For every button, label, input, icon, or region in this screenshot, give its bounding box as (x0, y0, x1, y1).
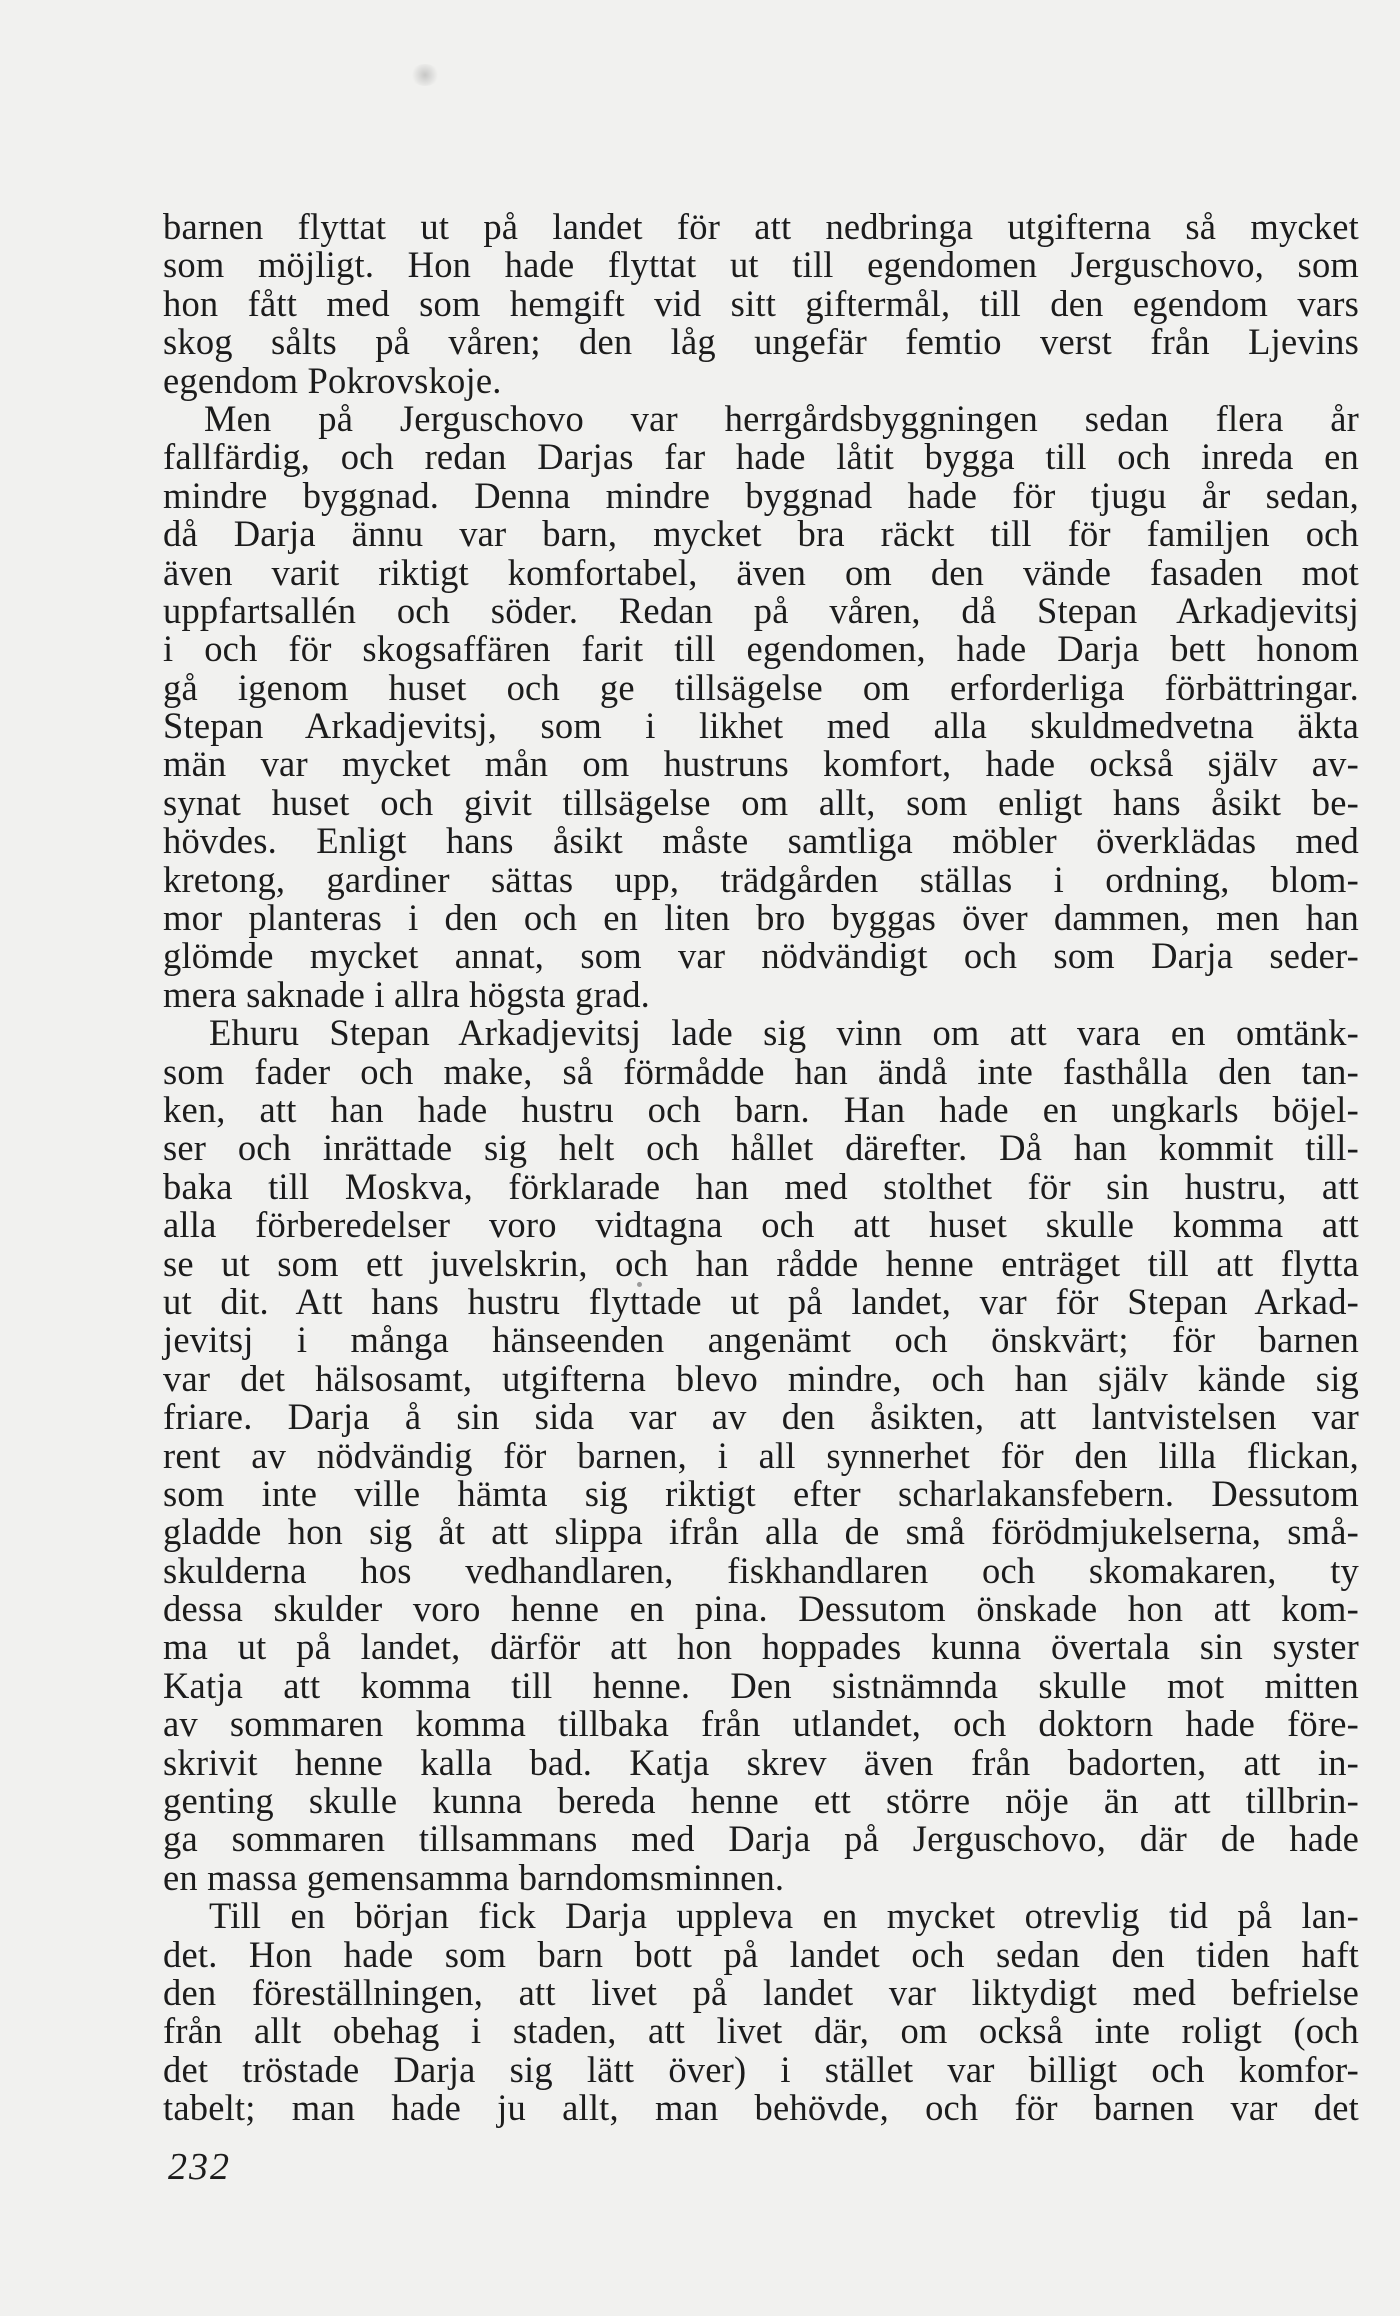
text-line: det tröstade Darja sig lätt över) i stället var billigt och komfor- (163, 2048, 1359, 2090)
text-line: tabelt; man hade ju allt, man behövde, och för barnen var det (163, 2087, 1359, 2129)
text-line: den föreställningen, att livet på landet var liktydigt med befrielse (163, 1971, 1359, 2013)
text-line: som inte ville hämta sig riktigt efter scharlakansfebern. Dessutom (163, 1472, 1359, 1514)
text-line: även varit riktigt komfortabel, även om den vände fasaden mot (163, 551, 1359, 593)
text-line: som möjligt. Hon hade flyttat ut till egendomen Jerguschovo, som (163, 244, 1359, 286)
text-line: en massa gemensamma barndomsminnen. (163, 1856, 785, 1898)
text-line: då Darja ännu var barn, mycket bra räckt till för familjen och (163, 513, 1359, 555)
text-line: Men på Jerguschovo var herrgårdsbyggningen sedan flera år (204, 397, 1359, 439)
text-line: barnen flyttat ut på landet för att nedbringa utgifterna så mycket (163, 206, 1359, 247)
text-line: skulderna hos vedhandlaren, fiskhandlaren och skomakaren, ty (163, 1549, 1359, 1591)
text-line: män var mycket mån om hustruns komfort, hade också själv av- (163, 743, 1359, 785)
text-line: uppfartsallén och söder. Redan på våren, då Stepan Arkadjevitsj (163, 589, 1359, 631)
text-line: Ehuru Stepan Arkadjevitsj lade sig vinn om att vara en omtänk- (209, 1012, 1359, 1054)
text-line: i och för skogsaffären farit till egendomen, hade Darja bett honom (163, 628, 1359, 670)
text-line: egendom Pokrovskoje. (163, 359, 502, 401)
text-line: alla förberedelser voro vidtagna och att huset skulle komma att (163, 1204, 1359, 1246)
text-line: skrivit henne kalla bad. Katja skrev även från badorten, att in- (163, 1741, 1359, 1783)
text-line: gladde hon sig åt att slippa ifrån alla de små förödmjukelserna, små- (163, 1511, 1359, 1553)
text-line: kretong, gardiner sättas upp, trädgården ställas i ordning, blom- (163, 858, 1359, 900)
text-line: av sommaren komma tillbaka från utlandet, och doktorn hade före- (163, 1703, 1359, 1745)
body-text (163, 208, 1359, 2128)
text-line: ut dit. Att hans hustru flyttade ut på landet, var för Stepan Arkad- (163, 1280, 1359, 1322)
text-line: Stepan Arkadjevitsj, som i likhet med alla skuldmedvetna äkta (163, 705, 1359, 747)
text-line: ma ut på landet, därför att hon hoppades kunna övertala sin syster (163, 1626, 1359, 1668)
text-line: Katja att komma till henne. Den sistnämnda skulle mot mitten (163, 1664, 1359, 1706)
text-line: det. Hon hade som barn bott på landet och sedan den tiden haft (163, 1933, 1359, 1975)
text-line: mor planteras i den och en liten bro byggas över dammen, men han (163, 897, 1359, 939)
text-line: var det hälsosamt, utgifterna blevo mindre, och han själv kände sig (163, 1357, 1359, 1399)
text-line: jevitsj i många hänseenden angenämt och önskvärt; för barnen (163, 1319, 1359, 1361)
text-line: rent av nödvändig för barnen, i all synnerhet för den lilla flickan, (163, 1434, 1359, 1476)
text-line: ser och inrättade sig helt och hållet därefter. Då han kommit till- (163, 1127, 1359, 1169)
page-number: 232 (168, 2146, 231, 2188)
text-line: ga sommaren tillsammans med Darja på Jerguschovo, där de hade (163, 1818, 1359, 1860)
text-line: fallfärdig, och redan Darjas far hade låtit bygga till och inreda en (163, 436, 1359, 478)
text-line: mindre byggnad. Denna mindre byggnad hade för tjugu år sedan, (163, 474, 1359, 516)
text-line: synat huset och givit tillsägelse om allt, som enligt hans åsikt be- (163, 781, 1359, 823)
text-line: Till en början fick Darja uppleva en mycket otrevlig tid på lan- (209, 1895, 1359, 1937)
text-line: som fader och make, så förmådde han ändå inte fasthålla den tan- (163, 1050, 1359, 1092)
text-line: glömde mycket annat, som var nödvändigt och som Darja seder- (163, 935, 1359, 977)
text-line: genting skulle kunna bereda henne ett större nöje än att tillbrin- (163, 1780, 1359, 1822)
text-line: från allt obehag i staden, att livet där, om också inte roligt (och (163, 2010, 1359, 2052)
text-line: baka till Moskva, förklarade han med stolthet för sin hustru, att (163, 1165, 1359, 1207)
text-line: hövdes. Enligt hans åsikt måste samtliga möbler överklädas med (163, 820, 1359, 862)
text-line: ken, att han hade hustru och barn. Han hade en ungkarls böjel- (163, 1088, 1359, 1130)
text-line: mera saknade i allra högsta grad. (163, 973, 650, 1015)
text-line: skog sålts på våren; den låg ungefär femtio verst från Ljevins (163, 321, 1359, 363)
ink-smudge (410, 64, 440, 86)
text-line: friare. Darja å sin sida var av den åsikten, att lantvistelsen var (163, 1396, 1359, 1438)
text-line: hon fått med som hemgift vid sitt giftermål, till den egendom vars (163, 282, 1359, 324)
text-line: dessa skulder voro henne en pina. Dessutom önskade hon att kom- (163, 1588, 1359, 1630)
text-line: se ut som ett juvelskrin, och han rådde henne enträget till att flytta (163, 1242, 1359, 1284)
text-line: gå igenom huset och ge tillsägelse om erforderliga förbättringar. (163, 666, 1359, 708)
